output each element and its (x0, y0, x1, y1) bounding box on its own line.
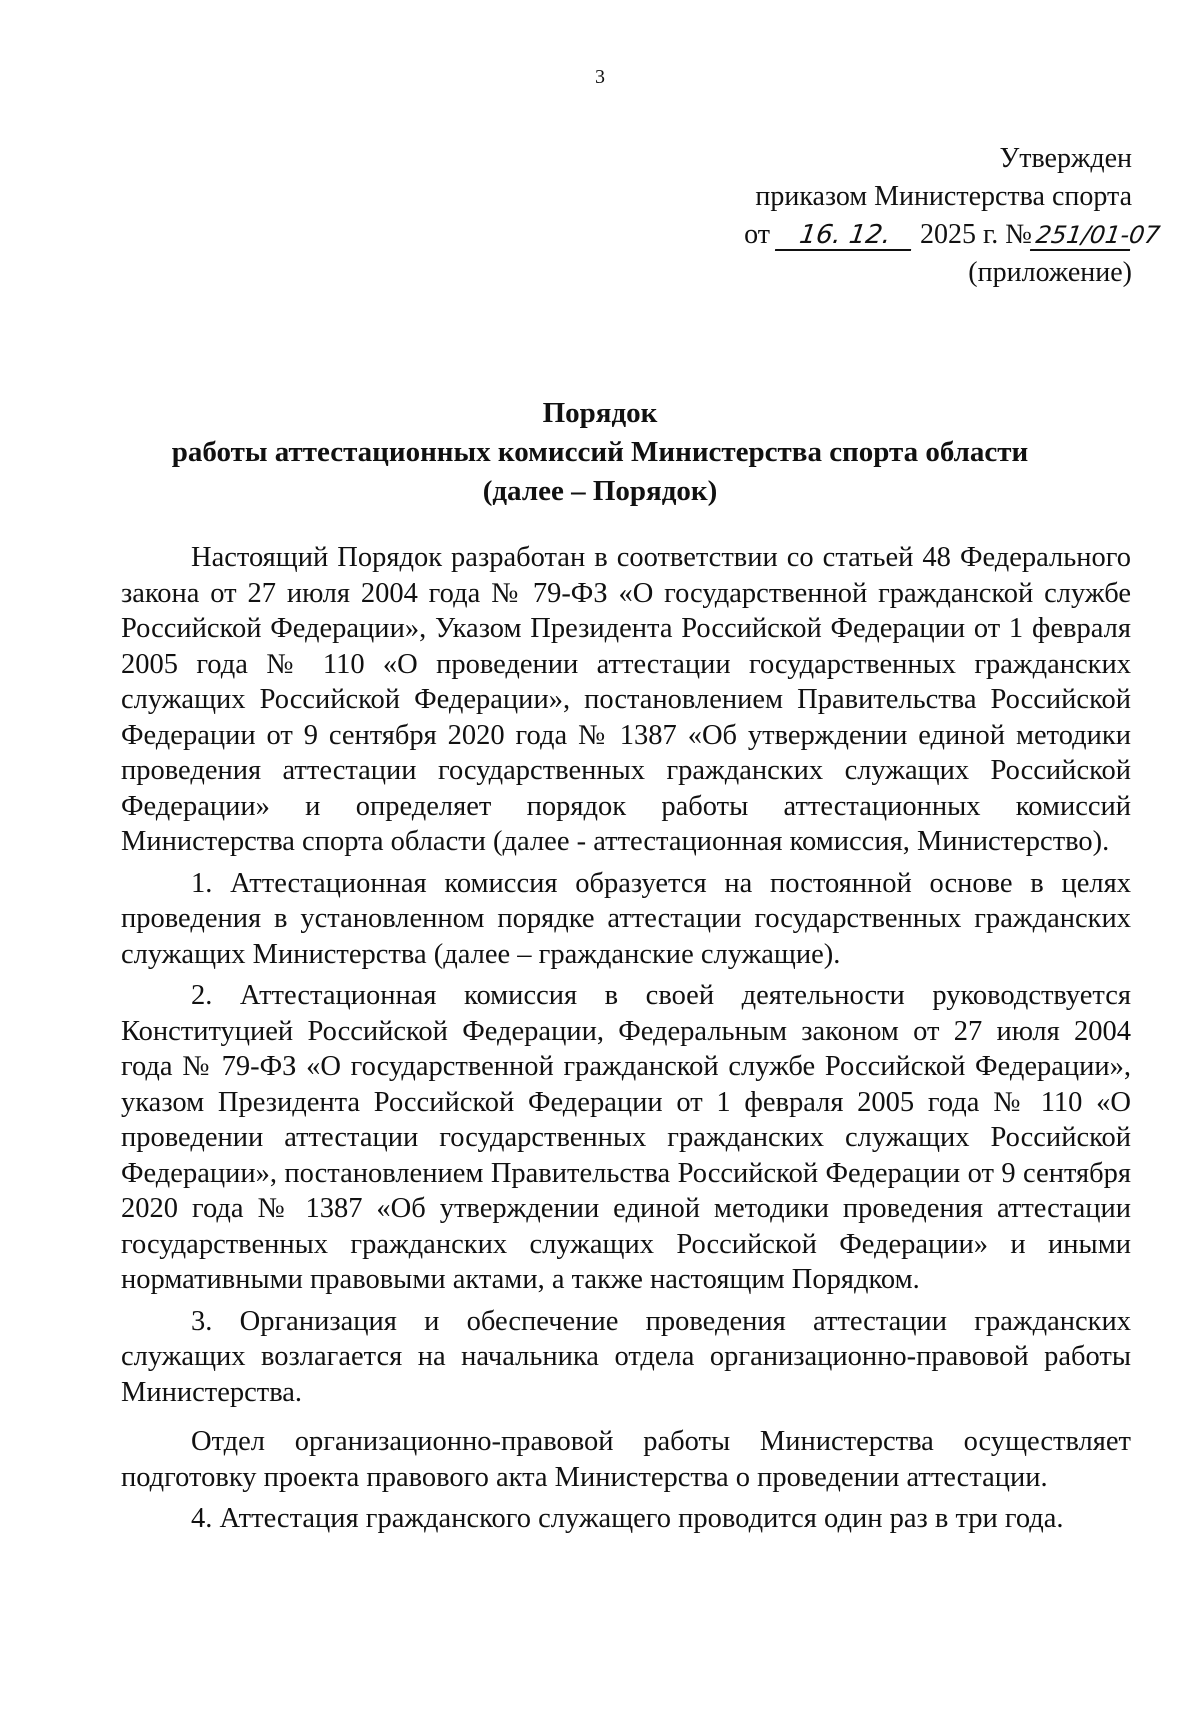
title-line-3: (далее – Порядок) (482, 475, 718, 507)
handwritten-order-number: 251/01-07 (1030, 221, 1134, 251)
handwritten-date: 16. 12. (775, 221, 915, 251)
approval-line-approved: Утвержден (999, 143, 1132, 174)
paragraph-3b: Отдел организационно-правовой работы Министерства осуществляет подготовку проекта правового акта Министерства о проведении аттестации. (121, 1426, 1131, 1493)
approval-line-appendix: (приложение) (968, 257, 1132, 288)
approval-year-text: 2025 г. № (919, 219, 1032, 250)
approval-line-order: приказом Министерства спорта (755, 181, 1132, 212)
page-number: 3 (595, 66, 605, 88)
paragraph-4: 4. Аттестация гражданского служащего проводится один раз в три года. (191, 1503, 1064, 1534)
approval-date-prefix: от (744, 219, 770, 250)
paragraph-2: 2. Аттестационная комиссия в своей деятельности руководствуется Конституцией Российской Федерации, Федеральным законом от 27 июля 2004 года № 79-ФЗ «О государственной гражданской службе Российской Федерации», указом Президента Российской Федерации от 1 февраля 2005 года № 110 «О проведении аттестации государственных гражданских служащих Российской Федерации», постановлением Правительства Российской Федерации от 9 сентября 2020 года № 1387 «Об утверждении единой методики проведения аттестации государственных гражданских служащих Российской Федерации» и иными нормативными правовыми актами, а также настоящим Порядком. (121, 980, 1131, 1295)
paragraph-1: 1. Аттестационная комиссия образуется на постоянной основе в целях проведения в установленном порядке аттестации государственных гражданских служащих Министерства (далее – гражданские служащие). (121, 867, 1131, 970)
document-title (0, 394, 1200, 511)
approval-date-line (712, 216, 1162, 254)
approval-stamp-block (712, 140, 1162, 292)
paragraph-intro: Настоящий Порядок разработан в соответствии со статьей 48 Федерального закона от 27 июля 2004 года № 79-ФЗ «О государственной гражданской службе Российской Федерации», Указом Президента Российской Федерации от 1 февраля 2005 года № 110 «О проведении аттестации государственных гражданских служащих Российской Федерации», постановлением Правительства Российской Федерации от 9 сентября 2020 года № 1387 «Об утверждении единой методики проведения аттестации государственных гражданских служащих Российской Федерации» и определяет порядок работы аттестационных комиссий Министерства спорта области (далее - аттестационная комиссия, Министерство). (121, 542, 1131, 857)
document-body (121, 540, 1131, 1537)
paragraph-3: 3. Организация и обеспечение проведения аттестации гражданских служащих возлагается на начальника отдела организационно-правовой работы Министерства. (121, 1305, 1131, 1408)
title-line-1: Порядок (542, 397, 658, 429)
title-line-2: работы аттестационных комиссий Министерства спорта области (171, 436, 1029, 468)
